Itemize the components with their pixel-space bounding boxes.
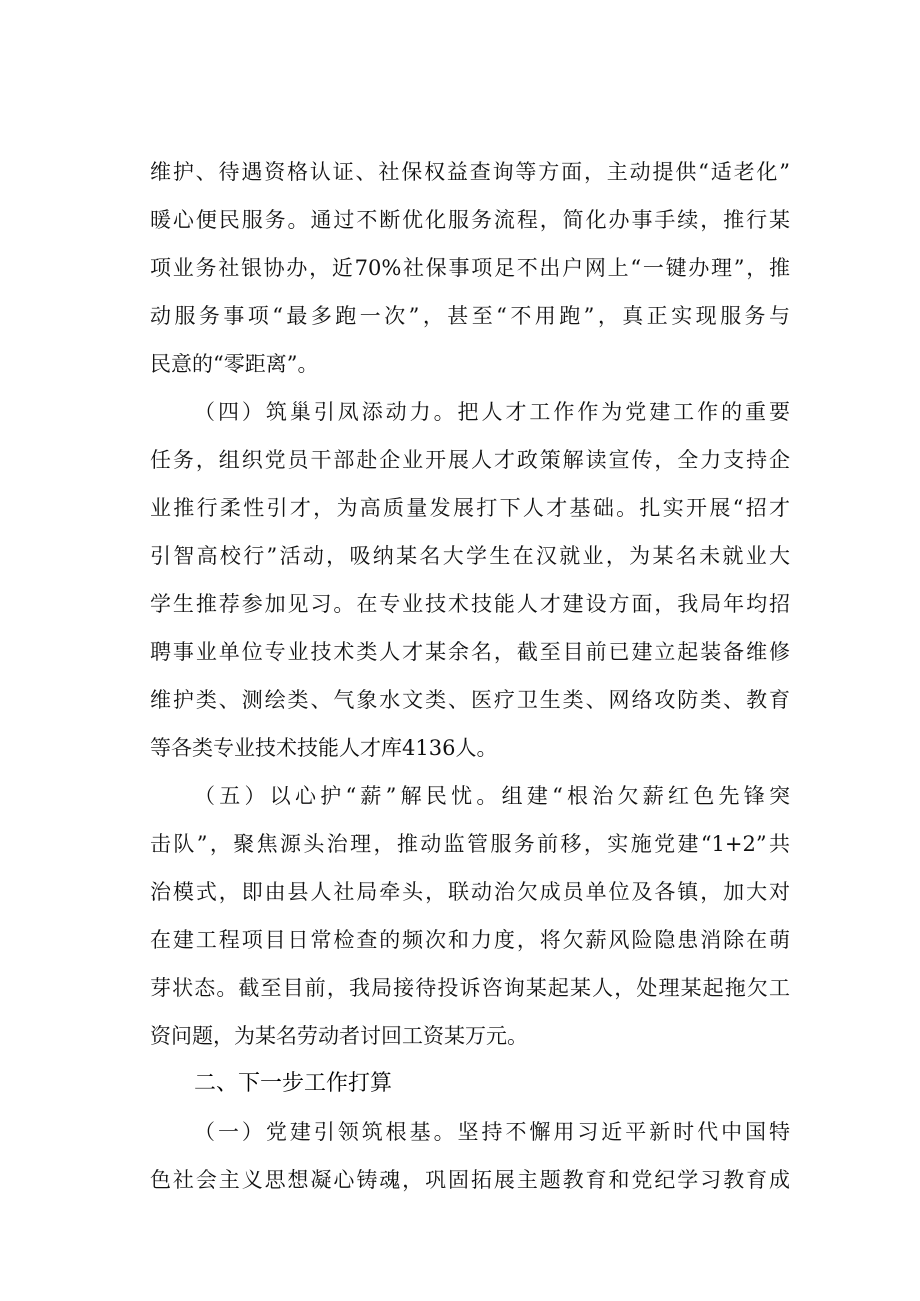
paragraph-line: （五）以心护“薪”解民忧。组建“根治欠薪红色先锋突 (194, 784, 790, 808)
paragraph-party-building (150, 1108, 790, 1204)
paragraph-line: 学生推荐参加见习。在专业技术技能人才建设方面，我局年均招 (150, 592, 790, 616)
paragraph-line: 聘事业单位专业技术类人才某余名，截至目前已建立起装备维修 (150, 640, 790, 664)
paragraph-line: 芽状态。截至目前，我局接待投诉咨询某起某人，处理某起拖欠工 (150, 976, 790, 1000)
paragraph-line: 治模式，即由县人社局牵头，联动治欠成员单位及各镇，加大对 (150, 880, 790, 904)
paragraph-line: 任务，组织党员干部赴企业开展人才政策解读宣传，全力支持企 (150, 448, 790, 472)
paragraph-line: 在建工程项目日常检查的频次和力度，将欠薪风险隐患消除在萌 (150, 928, 790, 952)
paragraph-line: 维护类、测绘类、气象水文类、医疗卫生类、网络攻防类、教育 (150, 688, 790, 712)
paragraph-line: 暖心便民服务。通过不断优化服务流程，简化办事手续，推行某 (150, 208, 790, 232)
paragraph-wage-arrears (150, 772, 790, 1060)
paragraph-line: 等各类专业技术技能人才库4136人。 (150, 736, 498, 760)
paragraph-line: 民意的“零距离”。 (150, 352, 319, 376)
paragraph-senior-services (150, 148, 790, 388)
document-body (150, 148, 790, 1204)
paragraph-line: 动服务事项“最多跑一次”，甚至“不用跑”，真正实现服务与 (150, 304, 790, 328)
paragraph-line: 项业务社银协办，近70%社保事项足不出户网上“一键办理”，推 (150, 256, 790, 280)
paragraph-talent-work (150, 388, 790, 772)
paragraph-line: 资问题，为某名劳动者讨回工资某万元。 (150, 1024, 528, 1048)
paragraph-line: 色社会主义思想凝心铸魂，巩固拓展主题教育和党纪学习教育成 (150, 1168, 790, 1192)
paragraph-line: （一）党建引领筑根基。坚持不懈用习近平新时代中国特 (194, 1120, 790, 1144)
paragraph-line: 业推行柔性引才，为高质量发展打下人才基础。扎实开展“招才 (150, 496, 790, 520)
paragraph-line: 维护、待遇资格认证、社保权益查询等方面，主动提供“适老化” (150, 160, 790, 184)
paragraph-line: 引智高校行”活动，吸纳某名大学生在汉就业，为某名未就业大 (150, 544, 790, 568)
paragraph-line: （四）筑巢引凤添动力。把人才工作作为党建工作的重要 (194, 400, 790, 424)
section-heading-next-steps: 二、下一步工作打算 (194, 1071, 393, 1096)
paragraph-line: 击队”，聚焦源头治理，推动监管服务前移，实施党建“1+2”共 (150, 832, 790, 856)
